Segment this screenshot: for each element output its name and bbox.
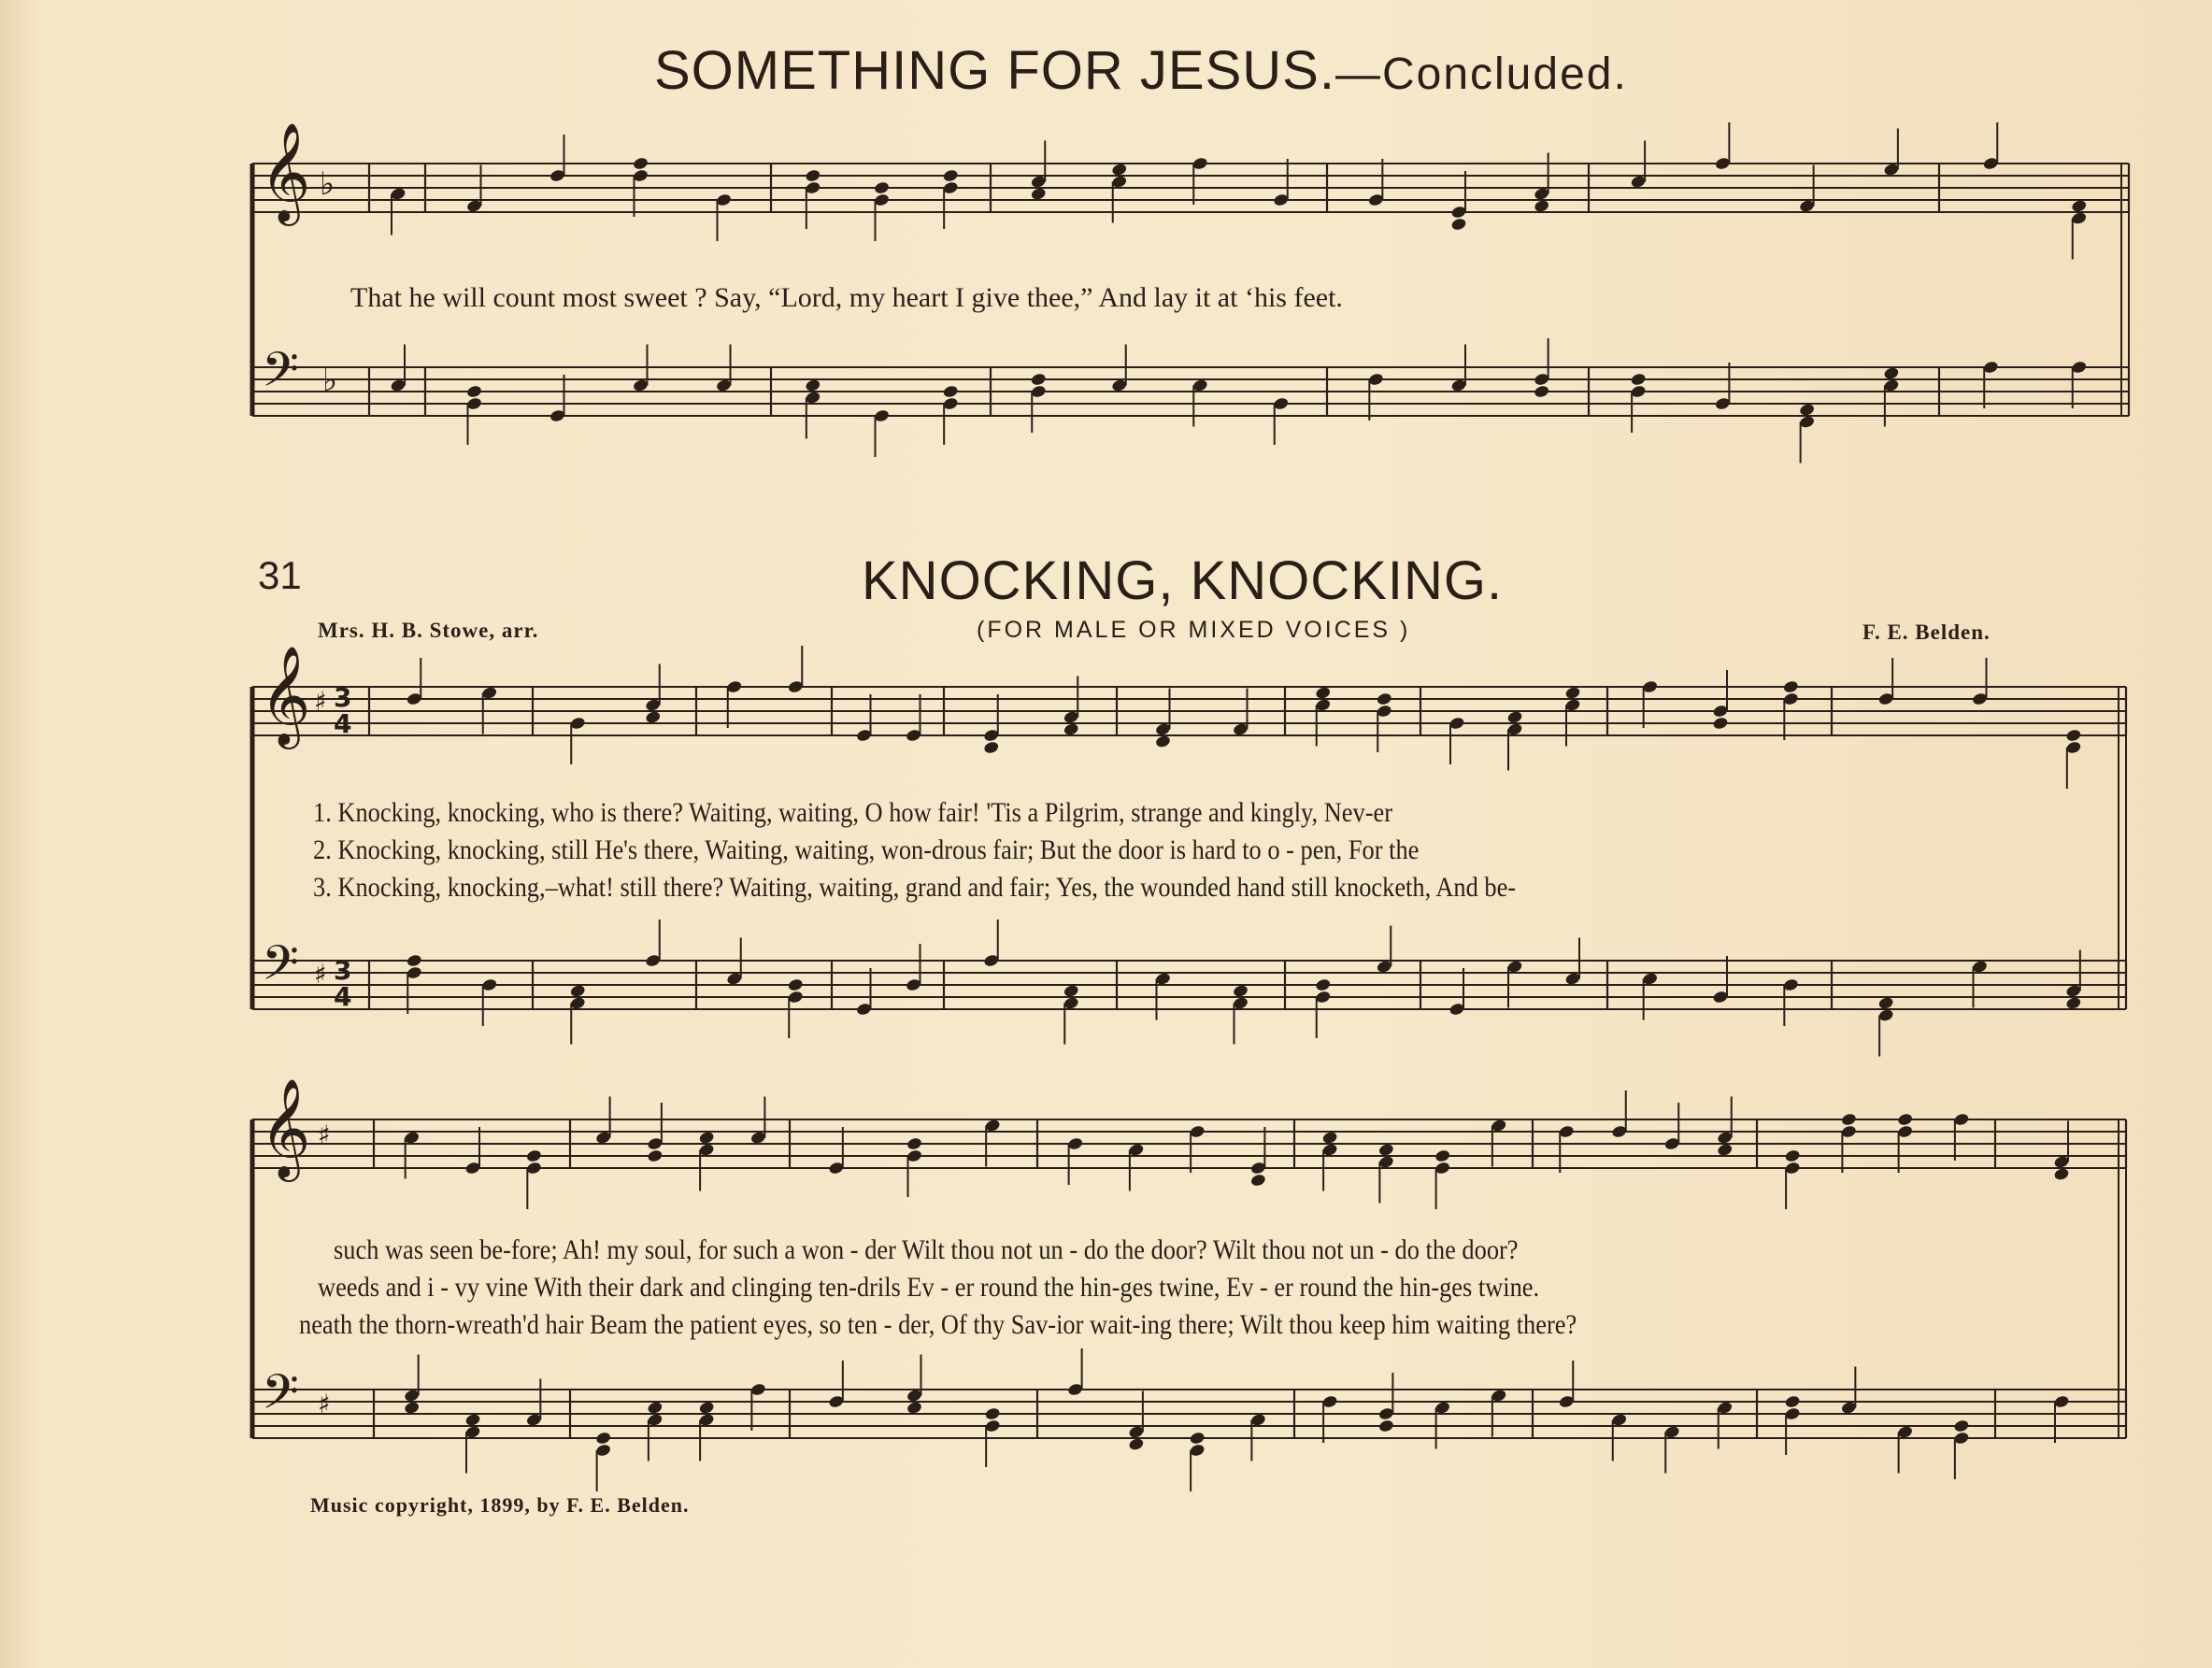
sys1-t-note [942, 168, 959, 182]
sys1-t-note [2071, 199, 2088, 213]
sys2-b-note [2065, 996, 2082, 1010]
sys1-bass-clef: 𝄢 [262, 341, 299, 409]
sys1-t-note [1111, 163, 1128, 177]
sys2-t-note [1063, 722, 1079, 736]
sys2-bass-clef: 𝄢 [262, 934, 299, 1003]
sys2-b-note [1063, 984, 1079, 998]
sys3-t-note [525, 1148, 542, 1162]
sys3-b-note [698, 1401, 715, 1415]
sys3-t-note [1840, 1112, 1857, 1126]
sys3-t-note [647, 1148, 664, 1162]
sys3-b-note [1953, 1419, 1970, 1433]
hymn-title: KNOCKING, KNOCKING. [862, 550, 1504, 611]
sys3-b-note [404, 1401, 421, 1415]
key-signature: ♭ [320, 165, 335, 203]
sys2-treble-clef: 𝄞 [260, 645, 311, 745]
sys2-t-note [1782, 679, 1799, 693]
sys2-t-note [1564, 686, 1581, 700]
sys3-t-note [698, 1131, 715, 1145]
sys3-treble-clef: 𝄞 [260, 1077, 311, 1177]
sys3-b-note [464, 1413, 481, 1427]
sys1-t-note [874, 180, 891, 194]
sys3-t-note [1897, 1112, 1914, 1126]
sys2-t-note [2065, 728, 2082, 742]
sys3-b-note [906, 1401, 923, 1415]
sys3-b-note [1189, 1431, 1206, 1445]
sys1-b-note [1799, 403, 1816, 417]
copyright-note: Music copyright, 1899, by F. E. Belden. [310, 1493, 690, 1517]
key-signature: ♯ [314, 686, 327, 717]
verse-2-line-2: weeds and i - vy vine With their dark and clinging ten-drils Ev - er round the hin-ges twine, Ev - er round the hin-ges twine. [318, 1272, 1540, 1303]
key-signature: ♭ [322, 362, 338, 399]
time-signature: 3 [334, 955, 352, 986]
sys3-t-note [1377, 1143, 1394, 1157]
key-signature: ♯ [318, 1119, 331, 1150]
verse-1-line-1: 1. Knocking, knocking, who is there? Waiting, waiting, O how fair! 'Tis a Pilgrim, strange and kingly, Nev-er [313, 797, 1392, 828]
sys1-b-note [1534, 384, 1550, 398]
sys3-b-note [647, 1401, 664, 1415]
verse-2-line-1: 2. Knocking, knocking, still He's there, Waiting, waiting, won-drous fair; But the door is hard to o - pen, For the [313, 834, 1420, 865]
sys3-t-note [1434, 1148, 1451, 1162]
sys2-t-note [1376, 691, 1392, 706]
sys3-t-note [906, 1136, 923, 1150]
sys3-t-note [1784, 1148, 1801, 1162]
sys3-b-note [984, 1406, 1001, 1420]
sys3-b-note [1128, 1437, 1145, 1451]
sys2-b-note [1877, 996, 1894, 1010]
sys3-b-note [1784, 1394, 1801, 1408]
sys3-bass-clef: 𝄢 [262, 1363, 299, 1432]
sys1-b-note [942, 384, 959, 398]
composer-credit: F. E. Belden. [1862, 620, 1991, 644]
sys3-t-note [1249, 1173, 1266, 1187]
sys1-b-note [805, 378, 821, 392]
sys2-b-note [569, 984, 586, 998]
key-signature: ♯ [318, 1389, 331, 1419]
verse-3-line-2: neath the thorn-wreath'd hair Beam the patient eyes, so ten - der, Of thy Sav-ior wait-ing there; Wilt thou keep him waiting there? [299, 1309, 1577, 1340]
sys3-t-note [2053, 1167, 2070, 1181]
page-title-top: SOMETHING FOR JESUS.—Concluded. [654, 40, 1628, 101]
sys1-treble-clef: 𝄞 [260, 121, 311, 221]
sys2-b-note [787, 977, 804, 991]
sys2-t-note [645, 710, 662, 724]
sys2-t-note [983, 740, 1000, 754]
sys1-b-note [466, 384, 483, 398]
sys3-b-note [1377, 1419, 1394, 1433]
top-lyric-line: That he will count most sweet ? Say, “Lord, my heart I give thee,” And lay it at ‘his feet. [350, 282, 1343, 313]
time-signature: 4 [334, 981, 352, 1012]
sys2-b-note [406, 953, 422, 967]
sys3-t-note [1717, 1143, 1734, 1157]
hymn-number: 31 [258, 553, 302, 597]
sys3-b-note [595, 1431, 612, 1445]
time-signature: 4 [334, 708, 352, 739]
sys2-t-note [1315, 686, 1332, 700]
sys1-b-note [1030, 372, 1047, 386]
key-signature: ♯ [314, 959, 327, 990]
sys1-t-note [805, 168, 821, 182]
sys2-t-note [1155, 734, 1172, 748]
verse-1-line-2: such was seen be-fore; Ah! my soul, for such a won - der Wilt thou not un - do the door? Wilt thou not un - do the door? [334, 1234, 1519, 1265]
sys2-t-note [1506, 710, 1523, 724]
sys1-b-note [1883, 366, 1900, 380]
hymn-subtitle: (FOR MALE OR MIXED VOICES ) [977, 617, 1411, 643]
author-credit: Mrs. H. B. Stowe, arr. [318, 619, 539, 642]
sys1-t-note [1450, 217, 1467, 231]
verse-3-line-1: 3. Knocking, knocking,–what! still there? Waiting, waiting, grand and fair; Yes, the wounded hand still knocketh, And be- [313, 872, 1517, 903]
sys2-b-note [1233, 984, 1249, 998]
sys2-t-note [1712, 716, 1729, 730]
sys1-t-note [633, 156, 649, 170]
time-signature: 3 [334, 682, 352, 713]
sys1-b-note [1630, 372, 1647, 386]
sys1-t-note [1534, 199, 1550, 213]
sys2-b-note [1315, 977, 1332, 991]
sys1-t-note [1030, 187, 1047, 201]
sys3-t-note [1321, 1131, 1338, 1145]
